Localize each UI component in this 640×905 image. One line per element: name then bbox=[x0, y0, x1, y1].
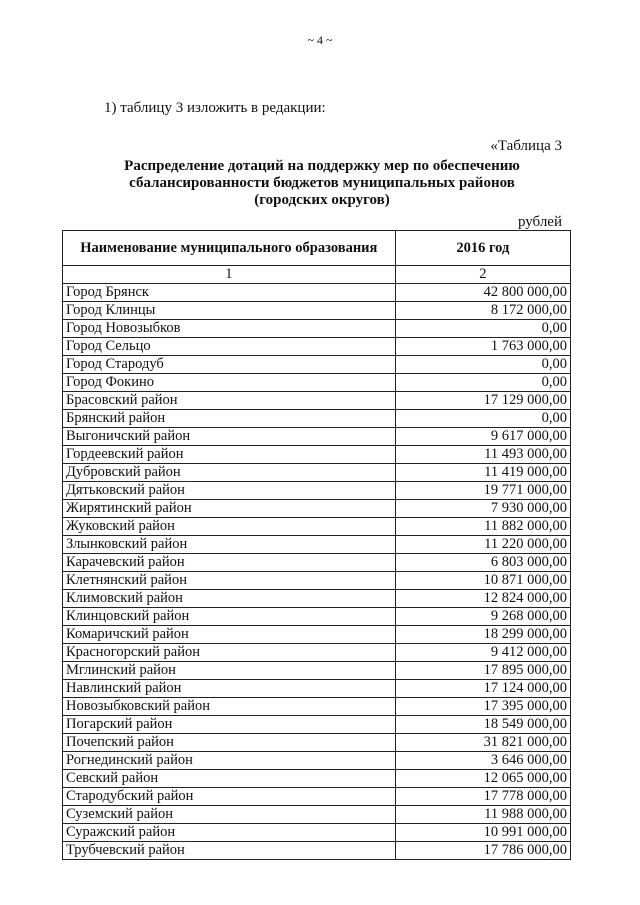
subsidy-amount: 11 419 000,00 bbox=[395, 464, 570, 482]
table-row bbox=[63, 662, 571, 680]
table-row bbox=[63, 626, 571, 644]
municipality-name: Клетнянский район bbox=[63, 572, 396, 590]
subsidy-amount: 9 412 000,00 bbox=[395, 644, 570, 662]
table-row bbox=[63, 788, 571, 806]
header-amount: 2016 год bbox=[395, 231, 570, 266]
subsidy-amount: 11 493 000,00 bbox=[395, 446, 570, 464]
table-row bbox=[63, 752, 571, 770]
municipality-name: Рогнединский район bbox=[63, 752, 396, 770]
subsidy-amount: 3 646 000,00 bbox=[395, 752, 570, 770]
table-row bbox=[63, 446, 571, 464]
municipality-name: Комаричский район bbox=[63, 626, 396, 644]
table-row bbox=[63, 734, 571, 752]
municipality-name: Город Клинцы bbox=[63, 302, 396, 320]
subsidy-amount: 42 800 000,00 bbox=[395, 284, 570, 302]
table-row bbox=[63, 284, 571, 302]
table-row bbox=[63, 536, 571, 554]
subsidy-amount: 0,00 bbox=[395, 374, 570, 392]
intro-text: 1) таблицу 3 изложить в редакции: bbox=[104, 100, 326, 116]
municipality-name: Дятьковский район bbox=[63, 482, 396, 500]
subsidy-amount: 31 821 000,00 bbox=[395, 734, 570, 752]
subsidy-amount: 7 930 000,00 bbox=[395, 500, 570, 518]
municipality-name: Карачевский район bbox=[63, 554, 396, 572]
title-line-1: Распределение дотаций на поддержку мер по обеспечению bbox=[124, 158, 520, 174]
municipality-name: Город Фокино bbox=[63, 374, 396, 392]
subsidy-amount: 1 763 000,00 bbox=[395, 338, 570, 356]
subsidy-amount: 17 786 000,00 bbox=[395, 842, 570, 860]
units-label: рублей bbox=[517, 214, 562, 230]
subsidy-amount: 17 395 000,00 bbox=[395, 698, 570, 716]
subsidy-amount: 12 824 000,00 bbox=[395, 590, 570, 608]
numbering-name: 1 bbox=[63, 266, 396, 284]
subsidy-amount: 9 617 000,00 bbox=[395, 428, 570, 446]
municipality-name: Брасовский район bbox=[63, 392, 396, 410]
municipality-name: Жуковский район bbox=[63, 518, 396, 536]
table-row bbox=[63, 302, 571, 320]
document-title bbox=[60, 158, 584, 209]
table-row bbox=[63, 806, 571, 824]
subsidy-amount: 17 895 000,00 bbox=[395, 662, 570, 680]
subsidy-amount: 18 549 000,00 bbox=[395, 716, 570, 734]
table-row bbox=[63, 410, 571, 428]
table-row bbox=[63, 644, 571, 662]
table-caption: «Таблица 3 bbox=[490, 138, 562, 154]
municipality-name: Город Брянск bbox=[63, 284, 396, 302]
numbering-row bbox=[63, 266, 571, 284]
table-row bbox=[63, 824, 571, 842]
title-line-3: (городских округов) bbox=[254, 192, 390, 208]
municipality-name: Красногорский район bbox=[63, 644, 396, 662]
table-row bbox=[63, 518, 571, 536]
municipality-name: Почепский район bbox=[63, 734, 396, 752]
table-row bbox=[63, 356, 571, 374]
table-row bbox=[63, 554, 571, 572]
municipality-name: Гордеевский район bbox=[63, 446, 396, 464]
subsidy-amount: 18 299 000,00 bbox=[395, 626, 570, 644]
table-row bbox=[63, 392, 571, 410]
title-line-2: сбалансированности бюджетов муниципальных районов bbox=[129, 175, 515, 191]
municipality-name: Клинцовский район bbox=[63, 608, 396, 626]
table-row bbox=[63, 842, 571, 860]
table-row bbox=[63, 500, 571, 518]
municipality-name: Навлинский район bbox=[63, 680, 396, 698]
municipality-name: Трубчевский район bbox=[63, 842, 396, 860]
municipality-name: Дубровский район bbox=[63, 464, 396, 482]
subsidy-amount: 12 065 000,00 bbox=[395, 770, 570, 788]
subsidy-amount: 8 172 000,00 bbox=[395, 302, 570, 320]
municipality-name: Выгоничский район bbox=[63, 428, 396, 446]
subsidy-amount: 0,00 bbox=[395, 356, 570, 374]
numbering-amount: 2 bbox=[395, 266, 570, 284]
subsidy-amount: 17 124 000,00 bbox=[395, 680, 570, 698]
municipality-name: Город Новозыбков bbox=[63, 320, 396, 338]
municipality-name: Новозыбковский район bbox=[63, 698, 396, 716]
subsidy-amount: 0,00 bbox=[395, 410, 570, 428]
municipality-name: Мглинский район bbox=[63, 662, 396, 680]
municipality-name: Севский район bbox=[63, 770, 396, 788]
municipality-name: Климовский район bbox=[63, 590, 396, 608]
subsidy-amount: 17 129 000,00 bbox=[395, 392, 570, 410]
subsidy-table bbox=[62, 230, 571, 860]
header-row bbox=[63, 231, 571, 266]
table-row bbox=[63, 698, 571, 716]
table-row bbox=[63, 770, 571, 788]
subsidy-amount: 11 220 000,00 bbox=[395, 536, 570, 554]
table-row bbox=[63, 320, 571, 338]
table-row bbox=[63, 374, 571, 392]
subsidy-amount: 6 803 000,00 bbox=[395, 554, 570, 572]
subsidy-amount: 11 988 000,00 bbox=[395, 806, 570, 824]
municipality-name: Город Стародуб bbox=[63, 356, 396, 374]
municipality-name: Погарский район bbox=[63, 716, 396, 734]
subsidy-amount: 10 871 000,00 bbox=[395, 572, 570, 590]
table-row bbox=[63, 572, 571, 590]
subsidy-amount: 11 882 000,00 bbox=[395, 518, 570, 536]
subsidy-amount: 9 268 000,00 bbox=[395, 608, 570, 626]
table-row bbox=[63, 716, 571, 734]
table-row bbox=[63, 464, 571, 482]
municipality-name: Брянский район bbox=[63, 410, 396, 428]
table-row bbox=[63, 590, 571, 608]
header-name: Наименование муниципального образования bbox=[63, 231, 396, 266]
table-row bbox=[63, 338, 571, 356]
table-row bbox=[63, 608, 571, 626]
municipality-name: Суражский район bbox=[63, 824, 396, 842]
table-row bbox=[63, 680, 571, 698]
municipality-name: Стародубский район bbox=[63, 788, 396, 806]
subsidy-amount: 10 991 000,00 bbox=[395, 824, 570, 842]
subsidy-amount: 17 778 000,00 bbox=[395, 788, 570, 806]
municipality-name: Город Сельцо bbox=[63, 338, 396, 356]
municipality-name: Суземский район bbox=[63, 806, 396, 824]
page-number: ~ 4 ~ bbox=[307, 33, 333, 47]
table-row bbox=[63, 482, 571, 500]
municipality-name: Злынковский район bbox=[63, 536, 396, 554]
table-row bbox=[63, 428, 571, 446]
municipality-name: Жирятинский район bbox=[63, 500, 396, 518]
subsidy-amount: 0,00 bbox=[395, 320, 570, 338]
subsidy-amount: 19 771 000,00 bbox=[395, 482, 570, 500]
